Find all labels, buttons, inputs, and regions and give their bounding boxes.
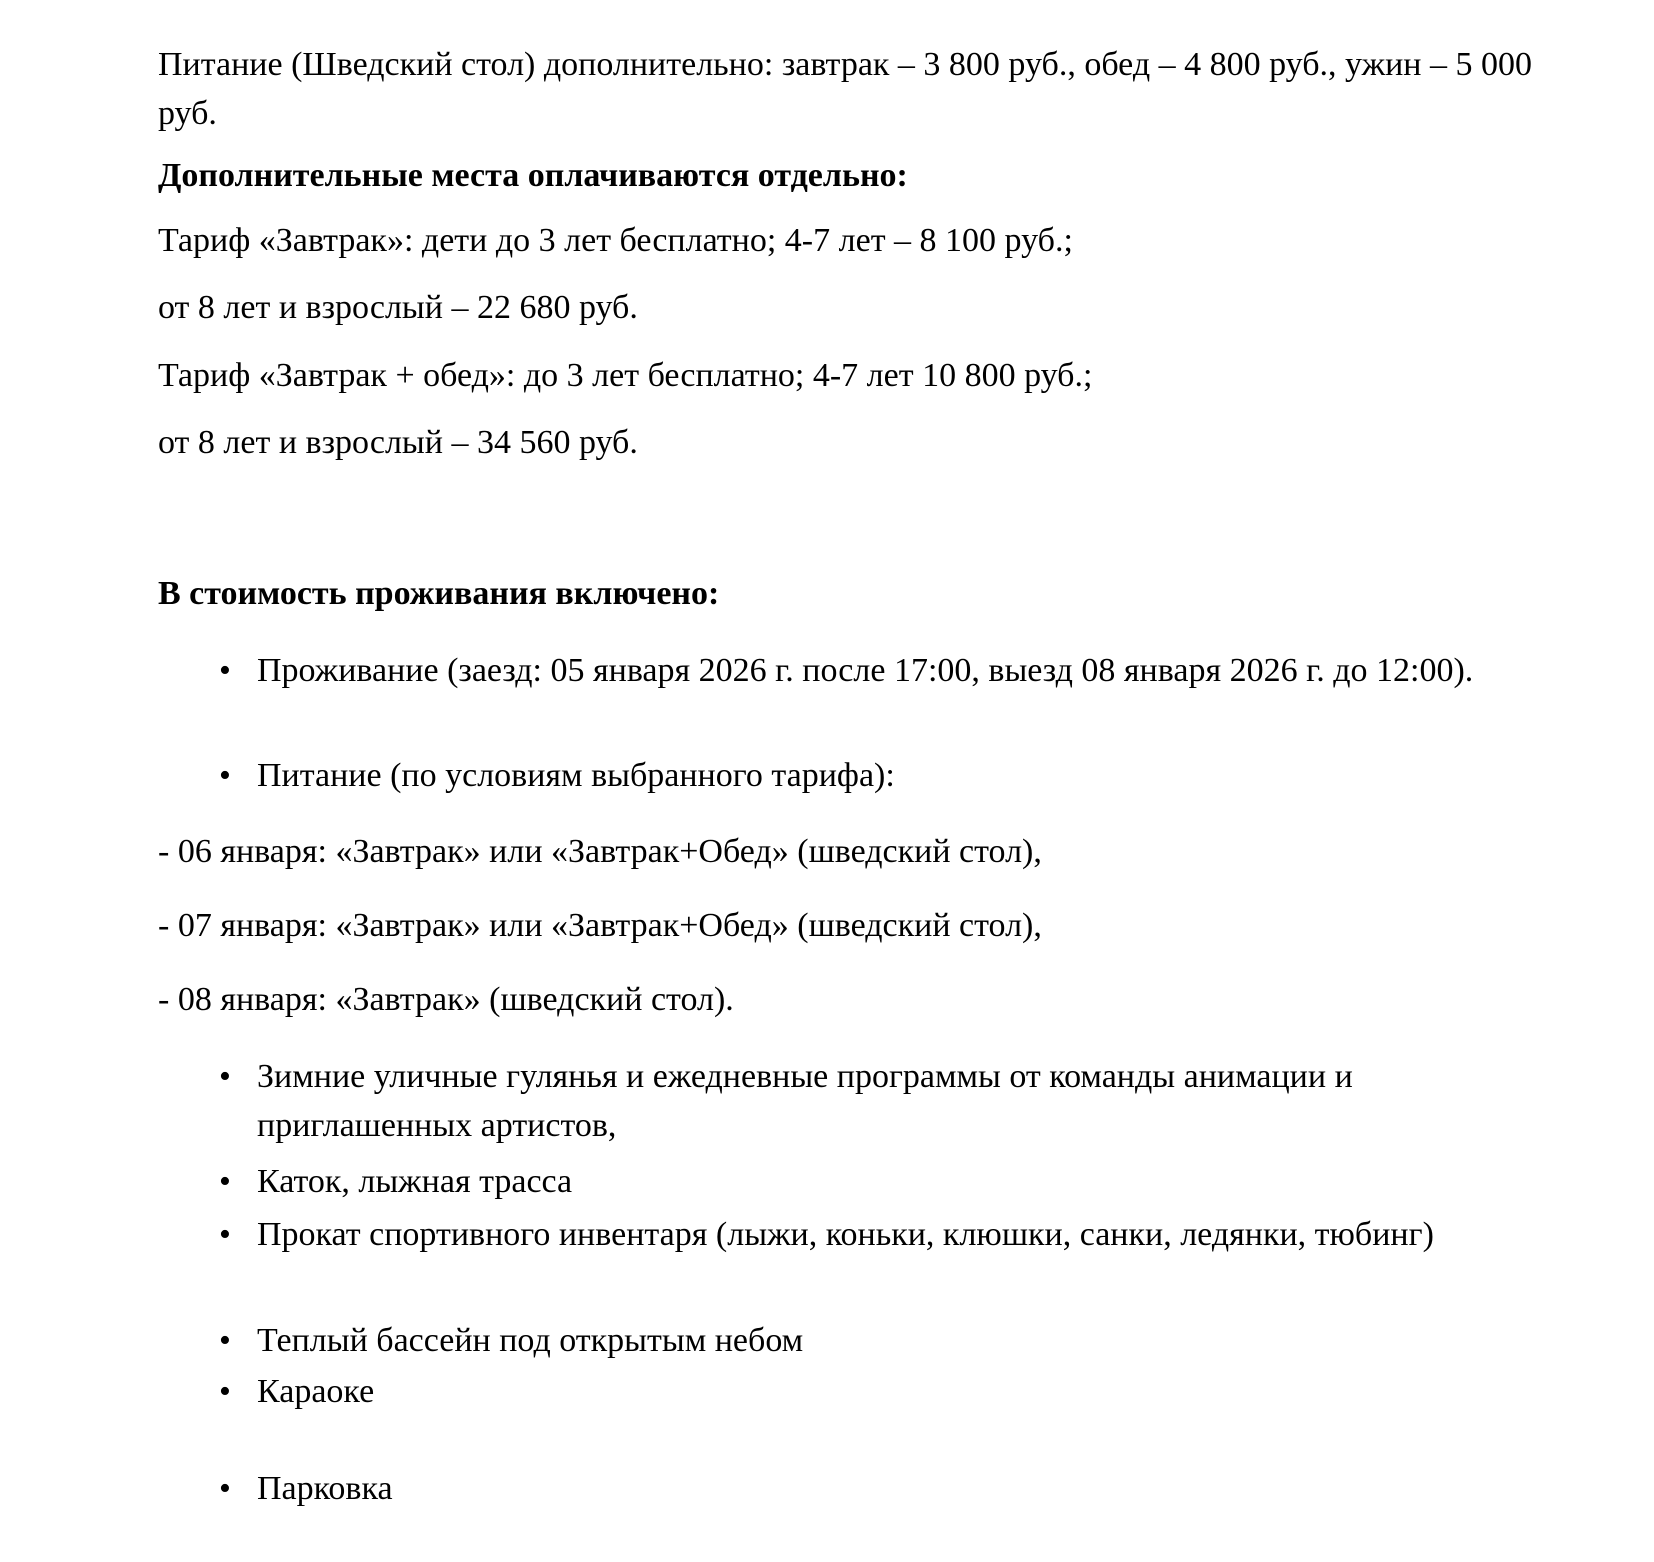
included-heading: В стоимость проживания включено:: [158, 575, 720, 612]
list-item-text: Проживание (заезд: 05 января 2026 г. после 17:00, выезд 08 января 2026 г. до 12:00).: [257, 652, 1474, 689]
meal-day-line: - 07 января: «Завтрак» или «Завтрак+Обед» (шведский стол),: [158, 907, 1042, 944]
bullet-icon: •: [219, 652, 231, 689]
bullet-icon: •: [219, 1058, 231, 1095]
tariff-breakfast-lunch-line-1: Тариф «Завтрак + обед»: до 3 лет бесплатно; 4-7 лет 10 800 руб.;: [158, 357, 1093, 394]
list-item-text: Зимние уличные гулянья и ежедневные программы от команды анимации и приглашенных артистов,: [257, 1058, 1353, 1144]
bullet-icon: •: [219, 1470, 231, 1507]
bullet-icon: •: [219, 757, 231, 794]
list-item-text: Каток, лыжная трасса: [257, 1163, 573, 1200]
meals-extra-paragraph: Питание (Шведский стол) дополнительно: завтрак – 3 800 руб., обед – 4 800 руб., ужин – 5 000 руб.: [158, 46, 1532, 132]
list-item-text: Теплый бассейн под открытым небом: [257, 1322, 804, 1359]
tariff-breakfast-line-1: Тариф «Завтрак»: дети до 3 лет бесплатно; 4-7 лет – 8 100 руб.;: [158, 222, 1073, 259]
meal-day-line: - 08 января: «Завтрак» (шведский стол).: [158, 981, 734, 1018]
tariff-breakfast-line-2: от 8 лет и взрослый – 22 680 руб.: [158, 289, 638, 326]
meal-day-line: - 06 января: «Завтрак» или «Завтрак+Обед» (шведский стол),: [158, 833, 1042, 870]
list-item-text: Парковка: [257, 1470, 393, 1507]
list-item-text: Питание (по условиям выбранного тарифа):: [257, 757, 895, 794]
bullet-icon: •: [219, 1163, 231, 1200]
bullet-icon: •: [219, 1322, 231, 1359]
list-item-text: Караоке: [257, 1373, 375, 1410]
bullet-icon: •: [219, 1216, 231, 1253]
bullet-icon: •: [219, 1373, 231, 1410]
extra-beds-heading: Дополнительные места оплачиваются отдельно:: [158, 157, 908, 194]
list-item-text: Прокат спортивного инвентаря (лыжи, коньки, клюшки, санки, ледянки, тюбинг): [257, 1216, 1434, 1253]
tariff-breakfast-lunch-line-2: от 8 лет и взрослый – 34 560 руб.: [158, 424, 638, 461]
